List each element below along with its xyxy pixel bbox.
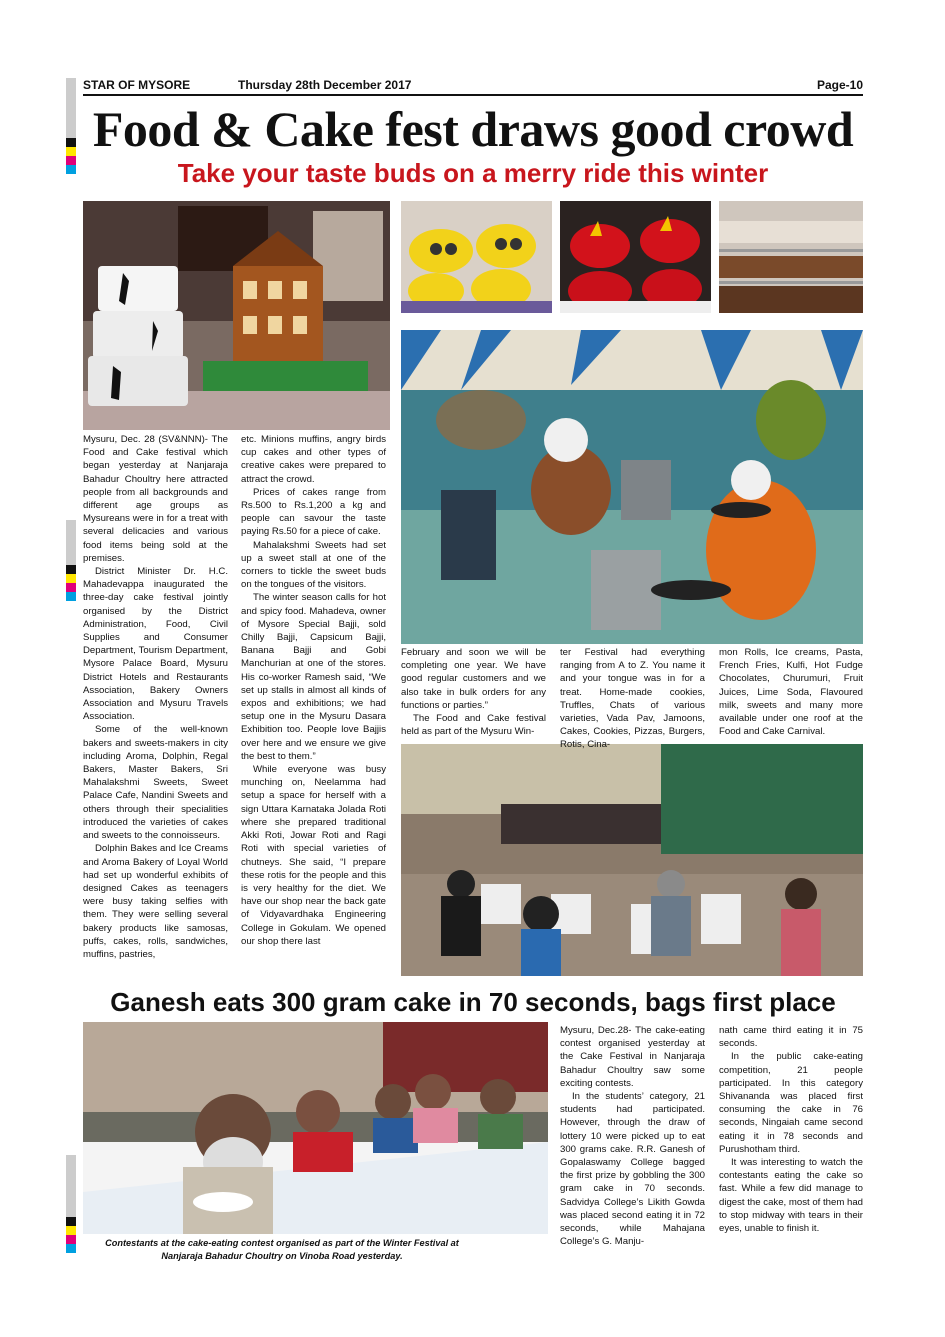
photo-angry-birds-cupcakes xyxy=(560,201,711,313)
color-registration-strip xyxy=(66,1155,76,1253)
story2-column-2 xyxy=(719,1024,863,1264)
masthead xyxy=(83,78,863,94)
paragraph: Dolphin Bakes and Ice Creams and Aroma Bakery of Loyal World had set up wonderful exhibits of designed Cakes as teenagers were busy taking selfies with them. They were selling several bakery products like samosas, puffs, cakes, rolls, sandwiches, muffins, pastries, xyxy=(83,843,228,960)
paragraph: Prices of cakes range from Rs.500 to Rs.1,200 a kg and people can savour the taste paying Rs.50 for a piece of cake. xyxy=(241,486,386,538)
paragraph: It was interesting to watch the contestants eating the cake so fast. While a few did manage to digest the cake, most of them had to stop midway with tears in their eyes, unable to finish it. xyxy=(719,1157,863,1235)
story1-column-4 xyxy=(560,646,705,751)
second-headline: Ganesh eats 300 gram cake in 70 seconds, bags first place xyxy=(110,987,836,1017)
photo-minion-muffins xyxy=(401,201,552,313)
masthead-rule xyxy=(83,94,863,96)
paragraph: Mysuru, Dec.28- The cake-eating contest organised yesterday at the Cake Festival in Nanjaraja Bahadur Choultry saw some exciting contests. xyxy=(560,1025,705,1089)
story1-column-5 xyxy=(719,646,863,742)
sub-headline: Take your taste buds on a merry ride this winter xyxy=(177,158,769,188)
paragraph: ter Festival had everything ranging from A to Z. You name it and your tongue was in for a treat. Home-made cookies, Truffles, Chats of various varieties, Vada Pav, Jamoons, Cakes, Cookies, Pizzas, Burgers, Rotis, Cina- xyxy=(560,647,705,751)
photo-designer-cakes xyxy=(83,201,390,430)
paragraph: The Food and Cake festival held as part of the Mysuru Win- xyxy=(401,713,546,738)
color-registration-strip xyxy=(66,78,76,174)
paragraph: February and soon we will be completing one year. We have good regular customers and we also take in bulk orders for any functions or parties.” xyxy=(401,647,546,711)
paragraph: The winter season calls for hot and spicy food. Mahadeva, owner of Mysore Special Bajji, sold Chilly Bajji, Capsicum Bajji, Banana Bajji and Gobi Manchurian at one of the stores. His co-worker Ramesh said, “We set up stalls in almost all kinds of expos and exhibitions; we had setup one in the Mysuru Dasara Exhibition too. People love Bajjis over here and we ensure we give the best to them.” xyxy=(241,592,386,762)
photo-roti-makers xyxy=(401,330,863,644)
paragraph: etc. Minions muffins, angry birds cup cakes and other types of creative cakes were prepared to attract the crowd. xyxy=(241,434,386,485)
paragraph: Mahalakshmi Sweets had set up a sweet stall at one of the corners to tickle the sweet buds on the tongues of the visitors. xyxy=(241,539,386,591)
paragraph: While everyone was busy munching on, Neelamma had setup a space for herself with a sign Uttara Karnataka Jolada Roti where she prepared traditional Akki Roti, Jowar Roti and Ragi Roti with special varieties of chutneys. She said, “I prepare these rotis for the people and this is very healthy for the diet. We have our shop near the back gate of Vidyavardhaka Engineering College in Gokulam. We opened our shop there last xyxy=(241,764,386,947)
paragraph: Some of the well-known bakers and sweets-makers in city including Aroma, Dolphin, Regal Bakers, Master Bakers, Sri Mahalakshmi Sweets, Sweet Palace Cafe, Nandini Sweets and others through their specialities introduced the varieties of cakes and sweets to the connoisseurs. xyxy=(83,724,228,842)
paragraph: District Minister Dr. H.C. Mahadevappa inaugurated the three-day cake festival jointly organised by the District Administration, Food, Civil Supplies and Consumer Department, Tourism Department, Mysore Palace Board, Mysuru District Hotels and Restaurants Association, Bakery Owners Association and Mysuru Travels Association. xyxy=(83,566,228,723)
paragraph: nath came third eating it in 75 seconds. xyxy=(719,1025,863,1050)
paper-name: STAR OF MYSORE xyxy=(83,78,191,92)
issue-date: Thursday 28th December 2017 xyxy=(238,78,412,92)
paragraph: In the students’ category, 21 students had participated. However, through the draw of lottery 10 were picked up to eat 300 grams cake. R.R. Ganesh of Gopalaswamy College bagged the first prize by gobbling the 300 gram cake in 70 seconds. Sadvidya College’s Likith Gowda was placed second eating it in 72 seconds, while Mahajana College’s G. Manju- xyxy=(560,1091,705,1248)
story2-column-1 xyxy=(560,1024,705,1264)
main-headline: Food & Cake fest draws good crowd xyxy=(92,101,854,157)
photo-bakery-counter xyxy=(719,201,863,313)
story1-column-3 xyxy=(401,646,546,742)
color-registration-strip xyxy=(66,520,76,601)
story1-column-2 xyxy=(241,433,386,978)
page-number: Page-10 xyxy=(816,78,863,92)
paragraph: In the public cake-eating competition, 21 people participated. In this category Shivananda was placed first consuming the cake in 76 seconds, Ningaiah came second eating it in 78 seconds and Purushotham third. xyxy=(719,1051,863,1155)
paragraph: mon Rolls, Ice creams, Pasta, French Fries, Kulfi, Hot Fudge Chocolates, Churumuri, Fruit Juices, Lime Soda, Flavoured milk, sweets and many more available under one roof at the Food and Cake Carnival. xyxy=(719,647,863,738)
paragraph: Mysuru, Dec. 28 (SV&NNN)- The Food and Cake festival which began yesterday at Nanjaraja Bahadur Choultry here attracted people from all backgrounds and different age groups as Mysureans were in for a treat with several delicacies and various food items being sold at the premises. xyxy=(83,434,228,564)
story1-column-1 xyxy=(83,433,228,978)
photo-festival-crowd xyxy=(401,744,863,976)
photo-caption: Contestants at the cake-eating contest organised as part of the Winter Festival at Nanjaraja Bahadur Choultry on Vinoba Road yesterday. xyxy=(105,1238,459,1261)
photo-cake-eating-contest xyxy=(83,1022,548,1234)
